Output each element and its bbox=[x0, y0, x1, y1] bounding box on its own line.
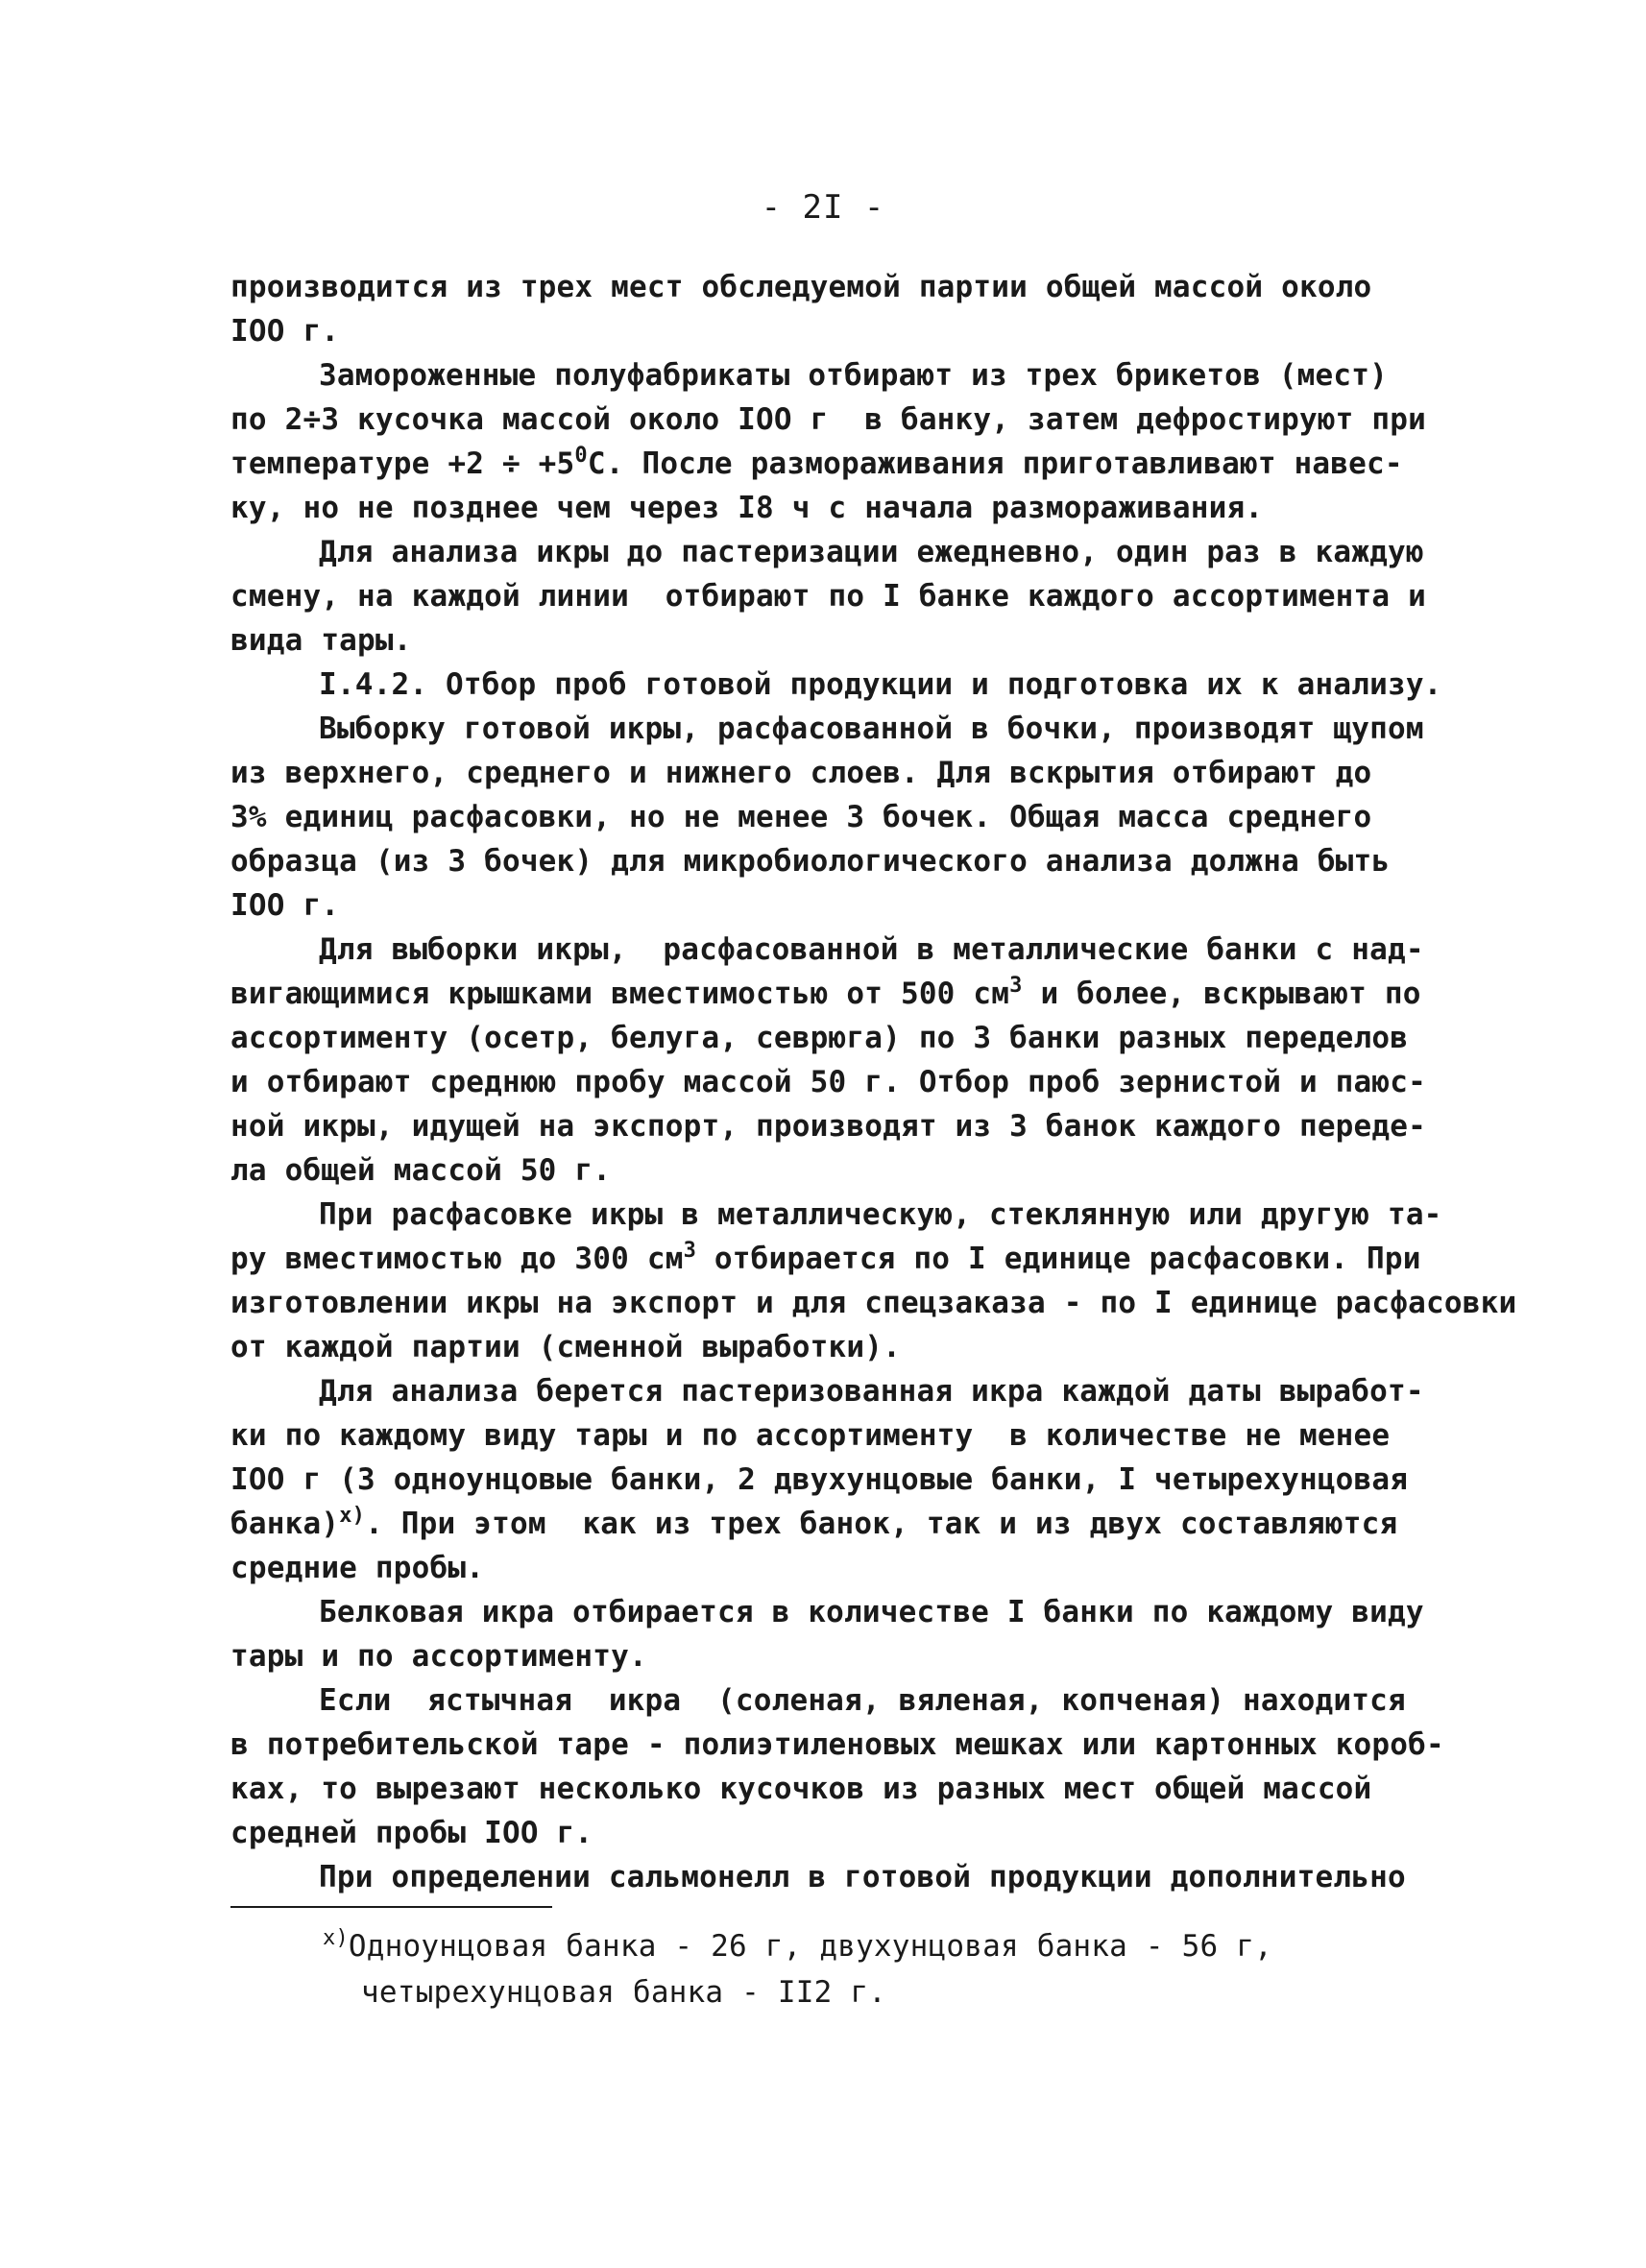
text-line bbox=[230, 1678, 1537, 1723]
text-line-content: образца (из 3 бочек) для микробиологического анализа должна быть bbox=[230, 844, 1391, 879]
text-line bbox=[230, 1723, 1537, 1767]
text-line bbox=[230, 707, 1537, 751]
text-line-continuation: . При этом как из трех банок, так и из двух составляются bbox=[365, 1507, 1398, 1541]
text-line-content: тары и по ассортименту. bbox=[230, 1639, 647, 1674]
text-line-content: Замороженные полуфабрикаты отбирают из трех брикетов (мест) bbox=[319, 358, 1388, 393]
text-line bbox=[230, 265, 1537, 309]
text-line bbox=[230, 839, 1537, 883]
text-line-content: ной икры, идущей на экспорт, производят из 3 банок каждого переде- bbox=[230, 1109, 1426, 1144]
text-line bbox=[230, 309, 1537, 353]
text-line-content: банка) bbox=[230, 1507, 340, 1541]
text-line bbox=[230, 1104, 1537, 1148]
text-line bbox=[230, 486, 1537, 530]
body-text bbox=[230, 265, 1537, 1899]
text-line-content: При определении сальмонелл в готовой продукции дополнительно bbox=[319, 1860, 1406, 1894]
text-line bbox=[230, 1413, 1537, 1458]
footnote-divider bbox=[230, 1906, 552, 1908]
text-line bbox=[230, 1325, 1537, 1369]
text-line bbox=[230, 1634, 1537, 1678]
text-line-content: и отбирают среднюю пробу массой 50 г. Отбор проб зернистой и паюс- bbox=[230, 1065, 1426, 1099]
text-line-content: от каждой партии (сменной выработки). bbox=[230, 1330, 901, 1364]
text-line-content: ках, то вырезают несколько кусочков из разных мест общей массой bbox=[230, 1772, 1372, 1806]
text-line-content: из верхнего, среднего и нижнего слоев. Для вскрытия отбирают до bbox=[230, 756, 1372, 790]
text-line bbox=[230, 442, 1537, 486]
text-line bbox=[230, 1281, 1537, 1325]
text-line-continuation: С. После размораживания приготавливают навес- bbox=[587, 446, 1403, 481]
text-line-content: Для выборки икры, расфасованной в металлические банки с над- bbox=[319, 932, 1424, 967]
text-line bbox=[230, 1193, 1537, 1237]
text-line-content: производится из трех мест обследуемой партии общей массой около bbox=[230, 270, 1372, 304]
text-line bbox=[230, 1060, 1537, 1104]
text-line-content: 3% единиц расфасовки, но не менее 3 бочек. Общая масса среднего bbox=[230, 800, 1372, 834]
superscript: 0 bbox=[574, 444, 588, 468]
text-line-content: смену, на каждой линии отбирают по I банке каждого ассортимента и bbox=[230, 579, 1426, 614]
text-line-content: IOO г (3 одноунцовые банки, 2 двухунцовые банки, I четырехунцовая bbox=[230, 1462, 1409, 1497]
text-line bbox=[230, 1369, 1537, 1413]
text-line-content: средней пробы IOO г. bbox=[230, 1816, 593, 1850]
text-line-content: ру вместимостью до 300 см bbox=[230, 1242, 684, 1276]
text-line-content: температуре +2 ÷ +5 bbox=[230, 446, 575, 481]
text-line bbox=[230, 1855, 1537, 1899]
text-line-content: Для анализа берется пастеризованная икра каждой даты выработ- bbox=[319, 1374, 1424, 1409]
text-line bbox=[230, 398, 1537, 442]
text-line-content: IOO г. bbox=[230, 314, 340, 349]
text-line-content: IOO г. bbox=[230, 888, 340, 923]
text-line bbox=[230, 530, 1537, 574]
text-line-content: ассортименту (осетр, белуга, севрюга) по 3 банки разных переделов bbox=[230, 1021, 1409, 1055]
text-line-content: средние пробы. bbox=[230, 1551, 485, 1585]
text-line bbox=[230, 883, 1537, 928]
text-line bbox=[230, 663, 1537, 707]
text-line bbox=[230, 1590, 1537, 1634]
footnote-text-1: Одноунцовая банка - 26 г, двухунцовая банка - 56 г, bbox=[348, 1929, 1272, 1964]
superscript: x) bbox=[339, 1504, 366, 1528]
text-line bbox=[230, 1016, 1537, 1060]
text-line bbox=[230, 574, 1537, 618]
text-line-content: Белковая икра отбирается в количестве I банки по каждому виду bbox=[319, 1595, 1424, 1629]
text-line-content: ла общей массой 50 г. bbox=[230, 1153, 612, 1188]
text-line bbox=[230, 1148, 1537, 1193]
text-line bbox=[230, 795, 1537, 839]
text-line-content: I.4.2. Отбор проб готовой продукции и подготовка их к анализу. bbox=[319, 667, 1442, 702]
footnote-text-2: четырехунцовая банка - II2 г. bbox=[361, 1975, 887, 2010]
footnote-line-2 bbox=[323, 1969, 1272, 2015]
text-line bbox=[230, 1546, 1537, 1590]
footnote bbox=[323, 1923, 1272, 2015]
text-line-content: в потребительской таре - полиэтиленовых мешках или картонных короб- bbox=[230, 1727, 1444, 1762]
superscript: 3 bbox=[1009, 974, 1023, 998]
text-line bbox=[230, 353, 1537, 398]
superscript: 3 bbox=[683, 1239, 697, 1263]
text-line-continuation: и более, вскрывают по bbox=[1022, 977, 1421, 1011]
text-line-content: вида тары. bbox=[230, 623, 412, 658]
page-number: - 2I - bbox=[761, 188, 885, 227]
text-line bbox=[230, 1502, 1537, 1546]
text-line bbox=[230, 1237, 1537, 1281]
text-line-content: ку, но не позднее чем через I8 ч с начала размораживания. bbox=[230, 491, 1264, 525]
text-line-content: изготовлении икры на экспорт и для спецзаказа - по I единице расфасовки bbox=[230, 1286, 1517, 1320]
footnote-marker: x) bbox=[323, 1926, 349, 1950]
text-line-content: Если ястычная икра (соленая, вяленая, копченая) находится bbox=[319, 1683, 1406, 1718]
text-line bbox=[230, 972, 1537, 1016]
text-line-content: Выборку готовой икры, расфасованной в бочки, производят щупом bbox=[319, 712, 1424, 746]
text-line bbox=[230, 1458, 1537, 1502]
text-line-content: по 2÷3 кусочка массой около IOO г в банку, затем дефростируют при bbox=[230, 402, 1426, 437]
text-line-content: При расфасовке икры в металлическую, стеклянную или другую та- bbox=[319, 1197, 1442, 1232]
text-line-content: вигающимися крышками вместимостью от 500 см bbox=[230, 977, 1010, 1011]
text-line bbox=[230, 928, 1537, 972]
text-line bbox=[230, 1767, 1537, 1811]
footnote-line-1 bbox=[323, 1923, 1272, 1969]
text-line-content: Для анализа икры до пастеризации ежедневно, один раз в каждую bbox=[319, 535, 1424, 569]
text-line bbox=[230, 1811, 1537, 1855]
text-line-content: ки по каждому виду тары и по ассортименту в количестве не менее bbox=[230, 1418, 1391, 1453]
text-line bbox=[230, 751, 1537, 795]
text-line-continuation: отбирается по I единице расфасовки. При bbox=[696, 1242, 1421, 1276]
text-line bbox=[230, 618, 1537, 663]
